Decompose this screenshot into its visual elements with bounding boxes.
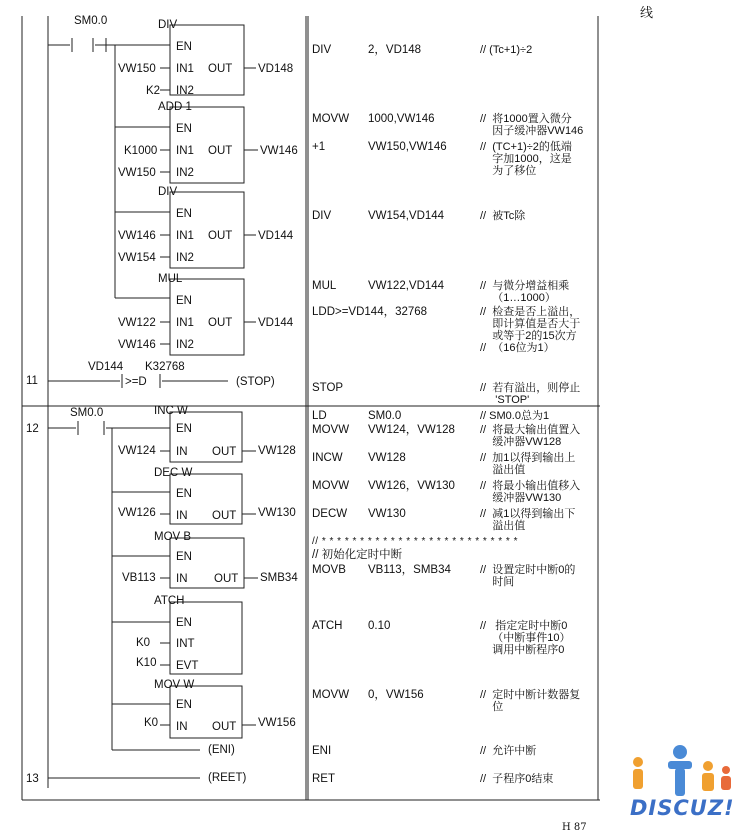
ladder-label: VW130 (258, 507, 296, 519)
ladder-label: EN (176, 295, 192, 307)
stl-comment: // 加1以得到输出上 溢出值 (480, 452, 576, 476)
stl-op: LD (312, 410, 327, 422)
ladder-label: EN (176, 41, 192, 53)
ladder-label: EN (176, 123, 192, 135)
stl-op: LDD>=VD144，32768 (312, 306, 428, 318)
ladder-label: OUT (208, 145, 233, 157)
stl-op: DIV (312, 210, 332, 222)
stl-op: MOVW (312, 113, 350, 125)
ladder-label: K2 (146, 85, 161, 97)
ladder-label: IN1 (176, 63, 194, 75)
ladder-label: INT (176, 638, 195, 650)
ladder-label: (ENI) (208, 744, 235, 756)
ladder-label: EN (176, 551, 192, 563)
ladder-label: EN (176, 423, 192, 435)
ladder-label: IN2 (176, 252, 194, 264)
rung1-contact-label: SM0.0 (74, 15, 108, 27)
stl-op: INCW (312, 452, 343, 464)
stl-comment: // (Tc+1)÷2 (480, 44, 533, 56)
ladder-label: VW146 (118, 339, 156, 351)
ladder-label: EN (176, 617, 192, 629)
ladder-label: MOV B (154, 531, 192, 543)
ladder-label: VB113 (122, 572, 156, 584)
ladder-label: IN (176, 510, 188, 522)
ladder-label: VW122 (118, 317, 156, 329)
ladder-label: MOV W (154, 679, 195, 691)
stl-section-comment: // 初始化定时中断 (312, 549, 403, 561)
ladder-label: K1000 (124, 145, 158, 157)
stl-args: 2，VD148 (368, 44, 422, 56)
ladder-label: VD144 (258, 230, 294, 242)
stl-comment: // 被Tc除 (480, 210, 526, 222)
stl-op: STOP (312, 382, 344, 394)
stl-args: SM0.0 (368, 410, 402, 422)
stl-args: VW128 (368, 452, 406, 464)
ladder-label: K10 (136, 657, 157, 669)
ladder-label: EN (176, 699, 192, 711)
ladder-label: IN2 (176, 85, 194, 97)
ladder-label: OUT (214, 573, 239, 585)
ladder-label: VW146 (118, 230, 156, 242)
ladder-label: IN1 (176, 317, 194, 329)
stl-args: 0，VW156 (368, 689, 424, 701)
discuz-logo (622, 744, 748, 826)
corner-character: 线 (640, 6, 654, 21)
stl-divider: // * * * * * * * * * * * * * * * * * * * * * * * * * * (312, 536, 518, 547)
stl-op: ENI (312, 745, 332, 757)
ladder-label: OUT (208, 230, 233, 242)
stl-args: VW150,VW146 (368, 141, 447, 153)
stl-op: MOVW (312, 689, 350, 701)
stl-args: 1000,VW146 (368, 113, 435, 125)
ladder-label: OUT (208, 63, 233, 75)
ladder-label: K32768 (145, 361, 185, 373)
stl-op: MOVB (312, 564, 346, 576)
stl-comment: // 定时中断计数器复 位 (480, 689, 581, 713)
stl-comment: // 子程序0结束 (480, 773, 554, 785)
ladder-label: OUT (212, 510, 237, 522)
ladder-label: EN (176, 208, 192, 220)
ladder-label: MUL (158, 273, 183, 285)
stl-args: VB113，SMB34 (368, 564, 451, 576)
ladder-label: VD144 (88, 361, 124, 373)
stl-op: MUL (312, 280, 337, 292)
stl-args: VW124，VW128 (368, 424, 455, 436)
ladder-label: VD144 (258, 317, 294, 329)
ladder-label: VW150 (118, 167, 156, 179)
stl-comment: // 设置定时中断0的 时间 (480, 564, 576, 588)
stl-op: RET (312, 773, 335, 785)
ladder-label: (STOP) (236, 376, 275, 388)
ladder-label: DEC W (154, 467, 193, 479)
people-icon (622, 744, 748, 804)
box-div1-title: DIV (158, 19, 178, 31)
ladder-label: INC W (154, 405, 188, 417)
ladder-label: OUT (212, 721, 237, 733)
stl-comment: // 将最小输出值移入 缓冲器VW130 (480, 480, 581, 504)
stl-comment: // SM0.0总为1 (480, 410, 550, 422)
page-number: H 87 (562, 822, 587, 833)
ladder-label: IN1 (176, 230, 194, 242)
ladder-label: IN (176, 573, 188, 585)
ladder-label: IN2 (176, 167, 194, 179)
stl-comment: // 减1以得到输出下 溢出值 (480, 508, 576, 532)
stl-comment: // 指定定时中断0 （中断事件10） 调用中断程序0 (480, 620, 571, 656)
stl-op: MOVW (312, 424, 350, 436)
ladder-label: VW156 (258, 717, 296, 729)
ladder-label: EN (176, 488, 192, 500)
ladder-label: (REET) (208, 772, 247, 784)
ladder-label: IN1 (176, 145, 194, 157)
stl-args: VW126，VW130 (368, 480, 455, 492)
ladder-label: 13 (26, 773, 39, 785)
ladder-label: VW150 (118, 63, 156, 75)
ladder-label: VD148 (258, 63, 294, 75)
stl-comment: // 将1000置入微分 因子缓冲器VW146 (480, 113, 584, 137)
stl-comment: // 允许中断 (480, 745, 537, 757)
ladder-label: ADD 1 (158, 101, 192, 113)
ladder-label: VW124 (118, 445, 156, 457)
ladder-label: ATCH (154, 595, 185, 607)
ladder-label: K0 (136, 637, 151, 649)
stl-comment: // 与微分增益相乘 （1…1000） (480, 280, 570, 304)
stl-op: DIV (312, 44, 332, 56)
ladder-label: SM0.0 (70, 407, 104, 419)
logo-text: DISCUZ! (630, 796, 735, 820)
stl-op: ATCH (312, 620, 343, 632)
ladder-label: 11 (26, 375, 38, 387)
stl-comment: // 若有溢出，则停止 'STOP' (480, 382, 581, 406)
ladder-label: VW128 (258, 445, 296, 457)
stl-comment: // 将最大输出值置入 缓冲器VW128 (480, 424, 581, 448)
ladder-label: K0 (144, 717, 159, 729)
stl-args: 0.10 (368, 620, 391, 632)
ladder-label: IN (176, 721, 188, 733)
stl-op: MOVW (312, 480, 350, 492)
ladder-label: VW154 (118, 252, 156, 264)
ladder-label: >=D (125, 376, 147, 388)
ladder-label: VW146 (260, 145, 298, 157)
stl-args: VW154,VD144 (368, 210, 445, 222)
stl-args: VW122,VD144 (368, 280, 445, 292)
ladder-label: IN (176, 446, 188, 458)
ladder-label: DIV (158, 186, 178, 198)
stl-op: +1 (312, 141, 326, 153)
ladder-label: 12 (26, 423, 39, 435)
stl-comment: // (TC+1)÷2的低端 字加1000，这是 为了移位 (480, 141, 572, 177)
stl-comment: // 检查是否上溢出， 即计算值是否大于 或等于2的15次方 // （16位为1） (480, 306, 581, 354)
ladder-label: OUT (212, 446, 237, 458)
ladder-label: IN2 (176, 339, 194, 351)
ladder-label: SMB34 (260, 572, 298, 584)
ladder-label: OUT (208, 317, 233, 329)
ladder-label: EVT (176, 660, 199, 672)
ladder-label: VW126 (118, 507, 156, 519)
stl-args: VW130 (368, 508, 406, 520)
stl-op: DECW (312, 508, 348, 520)
